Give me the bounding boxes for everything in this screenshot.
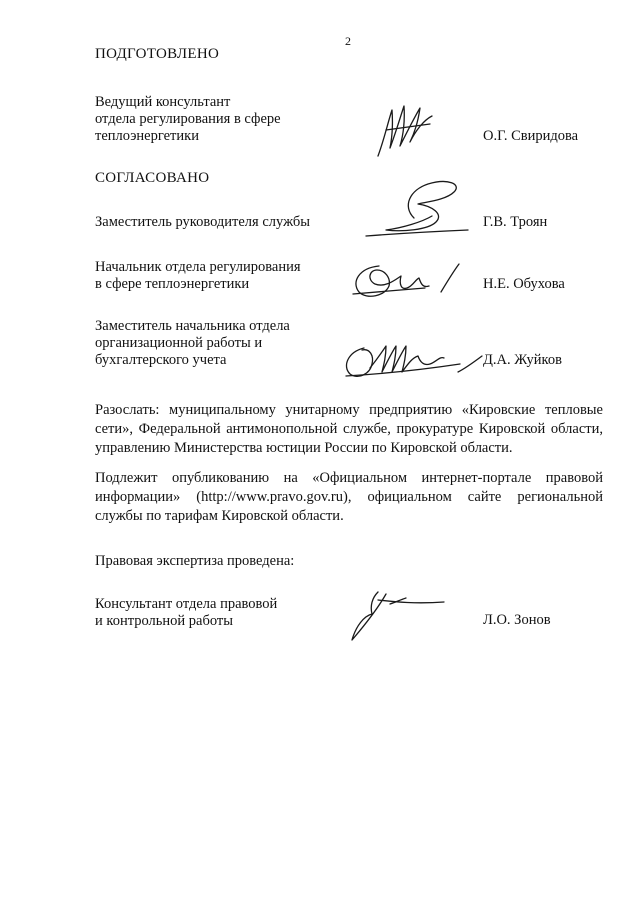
position-line: Консультант отдела правовой	[95, 596, 278, 612]
legal-review-statement: Правовая экспертиза проведена:	[95, 553, 295, 569]
legal-review-position	[95, 596, 277, 630]
distribution-paragraph: Разослать: муниципальному унитарному предприятию «Кировские тепловые сети», Федеральной антимонопольной службе, прокуратуре Кировской области, управлению Министерства юстиции России по Кировской области.	[95, 402, 603, 456]
signer-1-name: Г.В. Троян	[483, 214, 548, 230]
signer-1-position	[95, 214, 310, 231]
signer-3-name: Д.А. Жуйков	[483, 352, 562, 368]
prepared-heading: ПОДГОТОВЛЕНО	[95, 46, 220, 62]
publication-paragraph: Подлежит опубликованию на «Официальном интернет-портале правовой информации» (http://www.pravo.gov.ru), официальном сайте региональной службы по тарифам Кировской области.	[95, 470, 603, 524]
page-number: 2	[345, 34, 351, 48]
signature-sviridova	[370, 100, 440, 160]
position-line: отдела регулирования в сфере	[95, 111, 281, 127]
signature-obukhova	[345, 256, 465, 302]
signer-2-name: Н.Е. Обухова	[483, 276, 565, 292]
position-line: бухгалтерского учета	[95, 352, 227, 368]
position-line: Начальник отдела регулирования	[95, 259, 301, 275]
position-line: Заместитель руководителя службы	[95, 214, 311, 230]
signer-2-position	[95, 259, 301, 293]
signature-zonov	[346, 586, 456, 646]
position-line: и контрольной работы	[95, 613, 233, 629]
position-line: Заместитель начальника отдела	[95, 318, 290, 334]
signature-troyan	[362, 176, 472, 242]
signer-3-position	[95, 318, 290, 369]
legal-review-name: Л.О. Зонов	[483, 612, 551, 628]
position-line: организационной работы и	[95, 335, 263, 351]
agreed-heading: СОГЛАСОВАНО	[95, 170, 210, 186]
prepared-position	[95, 94, 281, 145]
position-line: в сфере теплоэнергетики	[95, 276, 250, 292]
position-line: Ведущий консультант	[95, 94, 231, 110]
prepared-name: О.Г. Свиридова	[483, 128, 579, 144]
position-line: теплоэнергетики	[95, 128, 199, 144]
signature-zhuykov	[340, 338, 488, 382]
